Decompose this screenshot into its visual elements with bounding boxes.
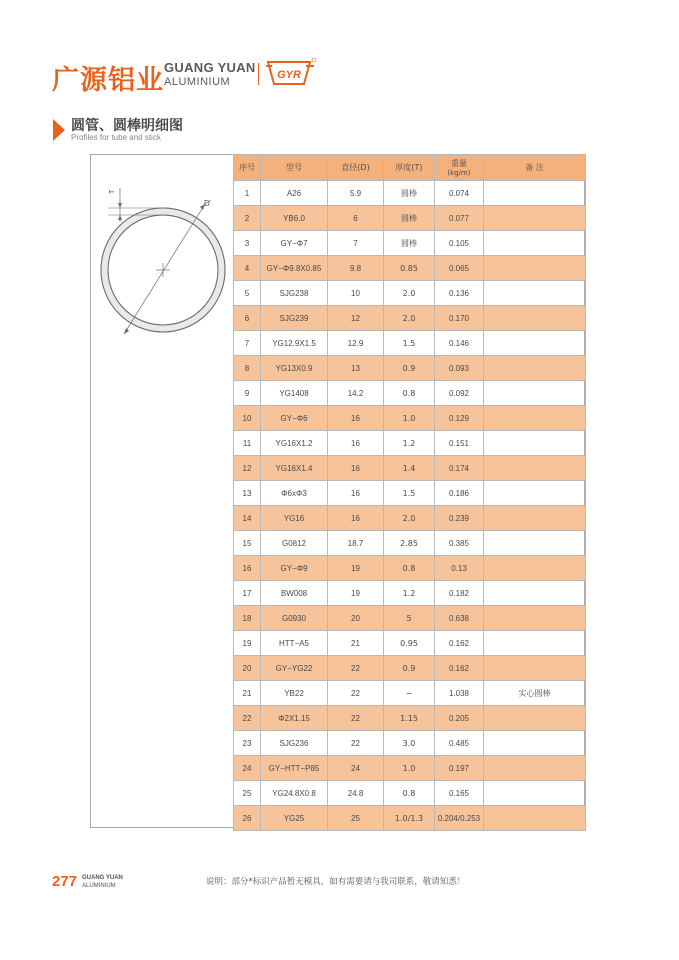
cell-no: 3 — [234, 231, 261, 256]
cell-weight: 0.105 — [435, 231, 484, 256]
cell-weight: 0.165 — [435, 781, 484, 806]
cell-diameter: 19 — [328, 556, 384, 581]
cell-remark — [484, 381, 586, 406]
cell-thickness: 5 — [384, 606, 435, 631]
cell-model: GY−Φ6 — [261, 406, 328, 431]
cell-diameter: 22 — [328, 681, 384, 706]
cell-no: 12 — [234, 456, 261, 481]
cell-weight: 0.204/0.253 — [435, 806, 484, 831]
cell-remark — [484, 356, 586, 381]
cell-thickness: 0.8 — [384, 781, 435, 806]
cell-remark — [484, 281, 586, 306]
cell-weight: 0.065 — [435, 256, 484, 281]
cell-remark — [484, 706, 586, 731]
section-title: 圆管、圆棒明细图 — [71, 118, 183, 134]
cell-remark — [484, 656, 586, 681]
cell-weight: 0.182 — [435, 581, 484, 606]
cell-thickness: 圆棒 — [384, 231, 435, 256]
cell-weight: 0.093 — [435, 356, 484, 381]
header-remark: 备 注 — [484, 155, 586, 181]
table-row — [234, 256, 586, 281]
cell-diameter: 22 — [328, 656, 384, 681]
cell-weight: 0.162 — [435, 631, 484, 656]
cell-weight: 0.162 — [435, 656, 484, 681]
cell-weight: 0.136 — [435, 281, 484, 306]
header-weight-label: 重量 — [451, 159, 467, 168]
brand-subtitle-en: ALUMINIUM — [164, 76, 231, 88]
cell-remark — [484, 306, 586, 331]
cell-diameter: 9.8 — [328, 256, 384, 281]
cell-no: 16 — [234, 556, 261, 581]
cell-model: YB22 — [261, 681, 328, 706]
header-thickness: 厚度(T) — [384, 155, 435, 181]
cell-remark — [484, 481, 586, 506]
cell-remark — [484, 431, 586, 456]
cell-thickness: 1.2 — [384, 431, 435, 456]
cell-diameter: 6 — [328, 206, 384, 231]
cell-weight: 0.077 — [435, 206, 484, 231]
cell-diameter: 12.9 — [328, 331, 384, 356]
cell-weight: 0.197 — [435, 756, 484, 781]
table-row — [234, 456, 586, 481]
cell-diameter: 19 — [328, 581, 384, 606]
cell-diameter: 5.9 — [328, 181, 384, 206]
table-row — [234, 756, 586, 781]
cell-model: G0930 — [261, 606, 328, 631]
cell-thickness: 1.5 — [384, 481, 435, 506]
table-row — [234, 531, 586, 556]
cell-model: YG16X1.4 — [261, 456, 328, 481]
cell-diameter: 18.7 — [328, 531, 384, 556]
cell-no: 23 — [234, 731, 261, 756]
diameter-line — [124, 204, 205, 334]
table-row — [234, 281, 586, 306]
brand-name-en: GUANG YUAN — [164, 60, 256, 75]
cell-no: 8 — [234, 356, 261, 381]
cell-model: GY−Φ7 — [261, 231, 328, 256]
footer-brand-sub: ALUMINIUM — [82, 883, 116, 889]
header-weight-unit: (kg/m) — [447, 169, 471, 177]
cell-no: 24 — [234, 756, 261, 781]
cell-no: 26 — [234, 806, 261, 831]
cell-diameter: 16 — [328, 506, 384, 531]
cell-diameter: 25 — [328, 806, 384, 831]
logo-lettering: GYR — [277, 69, 301, 81]
cell-no: 20 — [234, 656, 261, 681]
thickness-label: T — [109, 189, 116, 194]
cell-no: 18 — [234, 606, 261, 631]
cell-model: YG25 — [261, 806, 328, 831]
cell-weight: 0.129 — [435, 406, 484, 431]
footer-note: 说明：部分*标识产品暂无模具，如有需要请与我司联系，敬请知悉！ — [206, 877, 466, 887]
cell-model: GY−Φ9.8X0.85 — [261, 256, 328, 281]
cell-thickness: 1.5 — [384, 331, 435, 356]
cell-thickness: 1.15 — [384, 706, 435, 731]
cell-model: SJG238 — [261, 281, 328, 306]
table-row — [234, 206, 586, 231]
cell-weight: 0.174 — [435, 456, 484, 481]
cell-no: 19 — [234, 631, 261, 656]
brand-divider — [258, 63, 259, 85]
page-number: 277 — [52, 873, 78, 890]
table-row — [234, 381, 586, 406]
cell-remark — [484, 206, 586, 231]
table-row — [234, 556, 586, 581]
header-diameter: 直径(D) — [328, 155, 384, 181]
cell-no: 21 — [234, 681, 261, 706]
cell-weight: 0.170 — [435, 306, 484, 331]
table-row — [234, 506, 586, 531]
cell-model: Φ2X1.15 — [261, 706, 328, 731]
cell-thickness: 2.0 — [384, 281, 435, 306]
table-row — [234, 181, 586, 206]
cell-thickness: 3.0 — [384, 731, 435, 756]
cell-remark — [484, 406, 586, 431]
cell-thickness: 0.9 — [384, 656, 435, 681]
cell-diameter: 24.8 — [328, 781, 384, 806]
cell-model: YG1408 — [261, 381, 328, 406]
header-weight — [435, 155, 484, 181]
table-row — [234, 406, 586, 431]
cell-no: 15 — [234, 531, 261, 556]
cell-no: 25 — [234, 781, 261, 806]
cell-thickness: 0.9 — [384, 356, 435, 381]
cell-model: YB6.0 — [261, 206, 328, 231]
cell-model: YG13X0.9 — [261, 356, 328, 381]
cell-thickness: 圆棒 — [384, 181, 435, 206]
cell-weight: 0.186 — [435, 481, 484, 506]
cell-model: HTT−A5 — [261, 631, 328, 656]
cell-no: 17 — [234, 581, 261, 606]
cell-thickness: 1.2 — [384, 581, 435, 606]
footer-brand: GUANG YUAN — [82, 875, 123, 881]
cell-no: 14 — [234, 506, 261, 531]
cell-model: BW008 — [261, 581, 328, 606]
cell-thickness: 2.85 — [384, 531, 435, 556]
cell-no: 13 — [234, 481, 261, 506]
cell-no: 7 — [234, 331, 261, 356]
cell-thickness: 2.0 — [384, 506, 435, 531]
cell-remark — [484, 506, 586, 531]
cell-remark — [484, 181, 586, 206]
cell-remark — [484, 531, 586, 556]
section-marker-icon — [53, 119, 65, 141]
table-row — [234, 331, 586, 356]
cell-model: GY−Φ9 — [261, 556, 328, 581]
table-row — [234, 306, 586, 331]
cell-no: 6 — [234, 306, 261, 331]
cell-model: YG16 — [261, 506, 328, 531]
cell-remark — [484, 231, 586, 256]
table-row — [234, 581, 586, 606]
table-row — [234, 731, 586, 756]
header-model: 型号 — [261, 155, 328, 181]
cell-remark — [484, 631, 586, 656]
cell-model: GY−HTT−P85 — [261, 756, 328, 781]
cell-weight: 0.146 — [435, 331, 484, 356]
brand-name-cn: 广源铝业 — [52, 65, 164, 96]
section-subtitle: Profiles for tube and stick — [71, 133, 161, 142]
cell-thickness: 0.8 — [384, 381, 435, 406]
cell-model: A26 — [261, 181, 328, 206]
cell-model: YG16X1.2 — [261, 431, 328, 456]
cell-weight: 0.092 — [435, 381, 484, 406]
cell-remark: 实心圆棒 — [484, 681, 586, 706]
cell-model: G0812 — [261, 531, 328, 556]
cell-thickness: 0.8 — [384, 556, 435, 581]
cell-remark — [484, 781, 586, 806]
cell-diameter: 12 — [328, 306, 384, 331]
cell-remark — [484, 456, 586, 481]
diameter-label: D — [204, 199, 210, 208]
cell-thickness: 1.0 — [384, 756, 435, 781]
table-row — [234, 231, 586, 256]
cell-no: 11 — [234, 431, 261, 456]
cell-weight: 0.239 — [435, 506, 484, 531]
cell-thickness: 1.0/1.3 — [384, 806, 435, 831]
cell-no: 9 — [234, 381, 261, 406]
cell-remark — [484, 256, 586, 281]
cell-thickness: 1.4 — [384, 456, 435, 481]
cell-thickness: − — [384, 681, 435, 706]
cell-thickness: 圆棒 — [384, 206, 435, 231]
cell-diameter: 16 — [328, 431, 384, 456]
cell-remark — [484, 731, 586, 756]
cell-diameter: 20 — [328, 606, 384, 631]
cell-model: YG24.8X0.8 — [261, 781, 328, 806]
cell-remark — [484, 556, 586, 581]
cell-weight: 1.038 — [435, 681, 484, 706]
cell-diameter: 22 — [328, 706, 384, 731]
cell-no: 2 — [234, 206, 261, 231]
cell-model: GY−YG22 — [261, 656, 328, 681]
cell-thickness: 0.95 — [384, 631, 435, 656]
cell-diameter: 13 — [328, 356, 384, 381]
table-row — [234, 706, 586, 731]
table-row — [234, 481, 586, 506]
cell-no: 4 — [234, 256, 261, 281]
cell-diameter: 24 — [328, 756, 384, 781]
cell-weight: 0.13 — [435, 556, 484, 581]
cell-diameter: 21 — [328, 631, 384, 656]
cell-weight: 0.205 — [435, 706, 484, 731]
cell-diameter: 16 — [328, 481, 384, 506]
company-logo — [264, 56, 318, 90]
cell-weight: 0.638 — [435, 606, 484, 631]
cell-diameter: 16 — [328, 406, 384, 431]
cell-weight: 0.385 — [435, 531, 484, 556]
cell-diameter: 14.2 — [328, 381, 384, 406]
cell-model: YG12.9X1.5 — [261, 331, 328, 356]
cell-remark — [484, 581, 586, 606]
cell-no: 10 — [234, 406, 261, 431]
cell-model: SJG236 — [261, 731, 328, 756]
table-row — [234, 631, 586, 656]
cell-remark — [484, 756, 586, 781]
cell-no: 5 — [234, 281, 261, 306]
table-row — [234, 806, 586, 831]
table-row — [234, 606, 586, 631]
table-row — [234, 656, 586, 681]
header-no: 序号 — [234, 155, 261, 181]
tube-cross-section-drawing — [92, 178, 232, 338]
cell-diameter: 22 — [328, 731, 384, 756]
cell-remark — [484, 331, 586, 356]
cell-no: 22 — [234, 706, 261, 731]
table-row — [234, 781, 586, 806]
cell-remark — [484, 806, 586, 831]
cell-weight: 0.485 — [435, 731, 484, 756]
cell-remark — [484, 606, 586, 631]
cell-weight: 0.074 — [435, 181, 484, 206]
table-header-row — [234, 155, 586, 181]
cell-no: 1 — [234, 181, 261, 206]
cell-diameter: 7 — [328, 231, 384, 256]
spec-table — [233, 154, 586, 831]
cell-diameter: 10 — [328, 281, 384, 306]
table-row — [234, 431, 586, 456]
cell-diameter: 16 — [328, 456, 384, 481]
cell-thickness: 2.0 — [384, 306, 435, 331]
cell-model: SJG239 — [261, 306, 328, 331]
cell-thickness: 1.0 — [384, 406, 435, 431]
table-row — [234, 681, 586, 706]
cell-weight: 0.151 — [435, 431, 484, 456]
cell-model: Φ6xΦ3 — [261, 481, 328, 506]
cell-thickness: 0.85 — [384, 256, 435, 281]
table-row — [234, 356, 586, 381]
